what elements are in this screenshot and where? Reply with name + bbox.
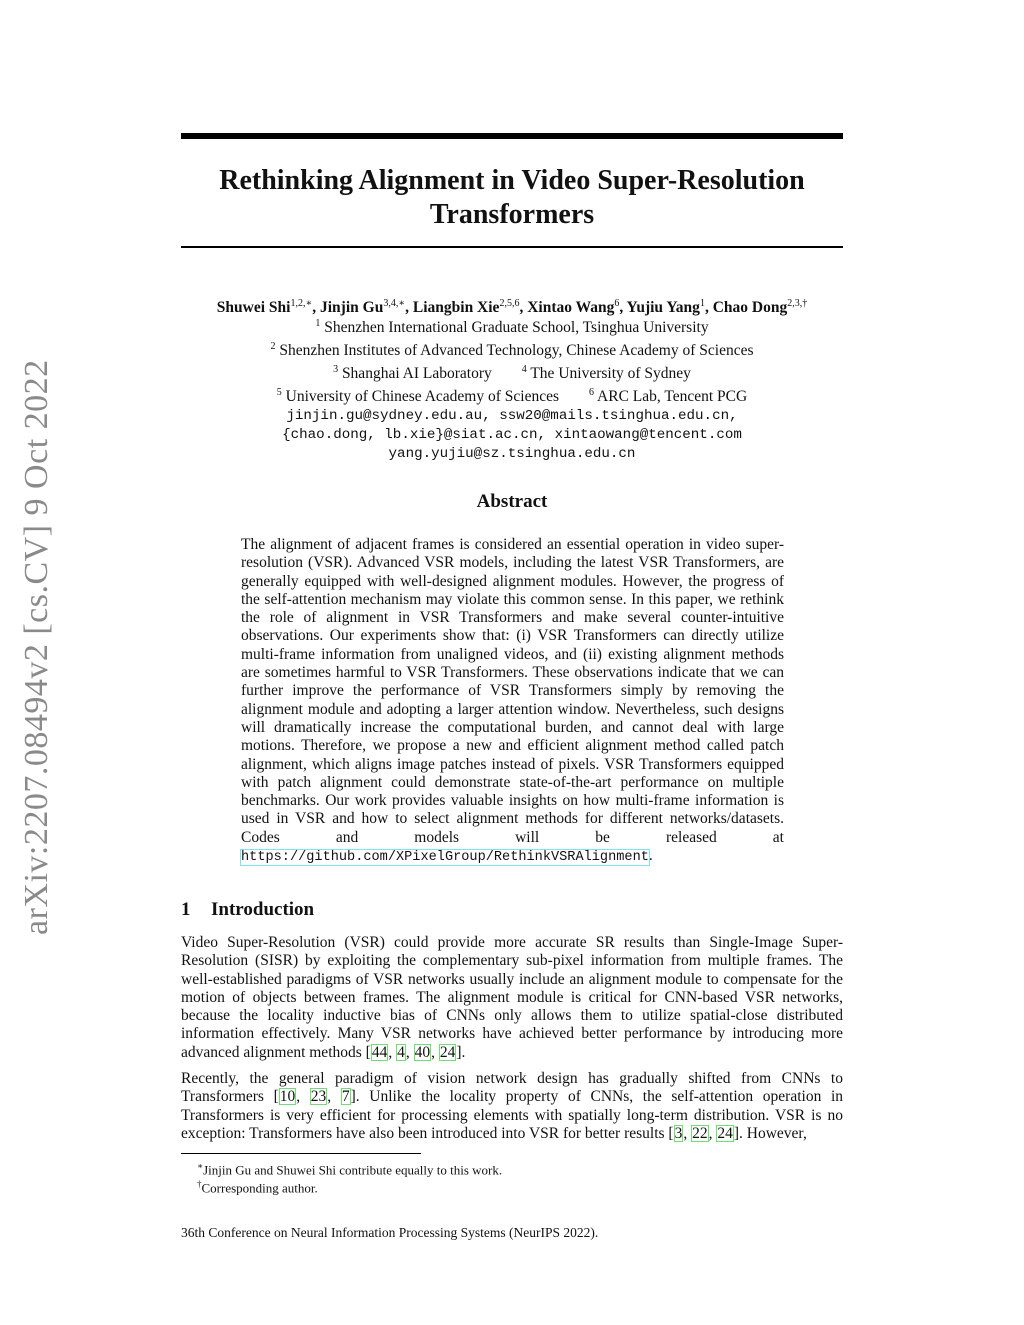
author-affil-mark: 2,3,† bbox=[787, 298, 808, 309]
footnote-text: Jinjin Gu and Shuwei Shi contribute equally to this work. bbox=[203, 1162, 503, 1178]
citation-link[interactable]: 10 bbox=[279, 1088, 296, 1106]
author-separator: , bbox=[519, 299, 528, 317]
author-affil-mark: 3,4,∗ bbox=[383, 298, 406, 309]
abstract-text: The alignment of adjacent frames is considered an essential operation in video super-resolution (VSR). Advanced VSR models, including the latest VSR Transformers, are generally equipped with well-designed alignment modules. However, the progress of the self-attention mechanism may violate this common sense. In this paper, we rethink the role of alignment in VSR Transformers and make several counter-intuitive observations. Our experiments show that: (i) VSR Transformers can directly utilize multi-frame information from unaligned videos, and (ii) existing alignment methods are sometimes harmful to VSR Transformers. These observations indicate that we can further improve the performance of VSR Transformers simply by removing the alignment module and adopting a larger attention window. Nevertheless, such designs will dramatically increase the computational burden, and cannot deal with large motions. Therefore, we propose a new and efficient alignment method called patch alignment, which aligns image patches instead of pixels. VSR Transformers equipped with patch alignment could demonstrate state-of-the-art performance on multiple benchmarks. Our work provides valuable insights on how multi-frame information is used in VSR and how to select alignment methods for different networks/datasets. Codes and models will be released at bbox=[241, 536, 784, 846]
affiliation-mark: 1 bbox=[315, 318, 321, 329]
email-line[interactable]: yang.yujiu@sz.tsinghua.edu.cn bbox=[388, 445, 636, 462]
abstract-body bbox=[241, 536, 784, 867]
citation-link[interactable]: 40 bbox=[414, 1043, 431, 1061]
affiliation-mark: 2 bbox=[270, 341, 276, 353]
citation-link[interactable]: 24 bbox=[717, 1124, 733, 1142]
affiliation-line bbox=[181, 314, 843, 337]
paragraph-text: ]. Unlike the locality property of CNNs, the self-attention operation in Transformers is very efficient for processing elements with spatially long-term distribution. VSR is no exception: Transformers have also been introduced into VSR for better results [ bbox=[181, 1088, 844, 1142]
author-name: Yujiu Yang bbox=[626, 299, 700, 317]
citation-link[interactable]: 22 bbox=[692, 1124, 708, 1142]
affiliation-text: University of Chinese Academy of Sciences bbox=[285, 388, 559, 406]
intro-paragraph-1: Video Super-Resolution (VSR) could provide more accurate SR results than Single-Image Super-Resolution (SISR) by exploiting the complementary sub-pixel information from multiple frames. The well-established paradigms of VSR networks usually include an alignment module to compensate for the motion of objects between frames. The alignment module is critical for CNN-based VSR networks, because the locality inductive bias of CNNs only allows them to utilize spatial-close distributed information effectively. Many VSR networks have achieved better performance by introducing more advanced alignment methods [44, 4, 40, 24]. bbox=[181, 934, 843, 1061]
author-name: Liangbin Xie bbox=[412, 299, 500, 317]
author-affil-mark: 6 bbox=[614, 298, 620, 309]
abstract-period: . bbox=[648, 847, 653, 865]
citation-link[interactable]: 3 bbox=[674, 1124, 683, 1142]
author-separator: , bbox=[312, 299, 320, 317]
author-separator: , bbox=[619, 299, 627, 317]
title-top-rule bbox=[181, 133, 843, 139]
affiliation-mark: 3 bbox=[333, 364, 339, 376]
email-line[interactable]: {chao.dong, lb.xie}@siat.ac.cn, xintaowang@tencent.com bbox=[282, 426, 742, 443]
affiliation-text: Shenzhen Institutes of Advanced Technology, Chinese Academy of Sciences bbox=[279, 342, 754, 360]
email-line[interactable]: jinjin.gu@sydney.edu.au, ssw20@mails.tsinghua.edu.cn, bbox=[286, 407, 738, 424]
paragraph-text: Video Super-Resolution (VSR) could provide more accurate SR results than Single-Image Super-Resolution (SISR) by exploiting the complementary sub-pixel information from multiple frames. The well-established paradigms of VSR networks usually include an alignment module to compensate for the motion of objects between frames. The alignment module is critical for CNN-based VSR networks, because the locality inductive bias of CNNs only allows them to utilize spatial-close distributed information effectively. Many VSR networks have achieved better performance by introducing more advanced alignment methods [ bbox=[181, 934, 843, 1061]
intro-paragraph-2: Recently, the general paradigm of vision network design has gradually shifted from CNNs to Transformers [10, 23, 7]. Unlike the locality property of CNNs, the self-attention operation in Transformers is very efficient for processing elements with spatially long-term distribution. VSR is no exception: Transformers have also been introduced into VSR for better results [3, 22, 24]. However, bbox=[181, 1070, 844, 1142]
author-affil-mark: 2,5,6 bbox=[499, 298, 520, 309]
footnote-text: Corresponding author. bbox=[201, 1180, 318, 1196]
author-separator: , bbox=[405, 299, 413, 317]
arxiv-identifier[interactable]: arXiv:2207.08494v2 [cs.CV] 9 Oct 2022 bbox=[18, 359, 55, 935]
paragraph-text: Recently, the general paradigm of vision network design has gradually shifted from CNNs to Transformers [ bbox=[181, 1070, 843, 1106]
footnote-rule bbox=[181, 1153, 421, 1154]
section-title: Introduction bbox=[211, 899, 315, 920]
title-bottom-rule bbox=[181, 246, 843, 248]
affiliation-line bbox=[181, 383, 843, 406]
affiliation-text: Shenzhen International Graduate School, Tsinghua University bbox=[324, 319, 709, 337]
section-heading-introduction bbox=[181, 899, 843, 921]
footnote-mark: ∗ bbox=[197, 1161, 204, 1171]
code-repository-link[interactable]: https://github.com/XPixelGroup/RethinkVSRAlignment bbox=[241, 850, 649, 866]
section-number: 1 bbox=[181, 899, 191, 920]
affiliation-line bbox=[181, 337, 843, 360]
paragraph-text: ]. bbox=[456, 1043, 466, 1061]
footnote-corresponding-author bbox=[197, 1176, 318, 1196]
affiliation-text: The University of Sydney bbox=[530, 365, 691, 383]
citation-link[interactable]: 44 bbox=[371, 1043, 388, 1061]
author-name: Xintao Wang bbox=[527, 299, 615, 317]
abstract-heading: Abstract bbox=[476, 491, 548, 512]
author-name: Chao Dong bbox=[712, 299, 788, 317]
affiliation-mark: 4 bbox=[521, 364, 527, 376]
citation-link[interactable]: 4 bbox=[397, 1043, 405, 1061]
author-separator: , bbox=[704, 299, 713, 317]
affiliation-line bbox=[181, 360, 843, 383]
conference-note: 36th Conference on Neural Information Processing Systems (NeurIPS 2022). bbox=[181, 1225, 599, 1240]
affiliation-text: ARC Lab, Tencent PCG bbox=[597, 388, 748, 406]
affiliation-text: Shanghai AI Laboratory bbox=[341, 365, 492, 383]
author-name: Shuwei Shi bbox=[216, 299, 291, 317]
paragraph-text: ]. However, bbox=[733, 1124, 807, 1142]
affiliation-mark: 5 bbox=[276, 387, 282, 399]
citation-link[interactable]: 24 bbox=[439, 1043, 456, 1061]
affiliation-mark: 6 bbox=[589, 387, 594, 399]
affiliations bbox=[181, 314, 843, 464]
author-affil-mark: 1 bbox=[699, 298, 705, 309]
author-affil-mark: 1,2,∗ bbox=[290, 298, 313, 309]
title-line-2: Transformers bbox=[429, 199, 595, 230]
paper-title bbox=[181, 164, 843, 232]
author-name: Jinjin Gu bbox=[320, 299, 384, 317]
citation-link[interactable]: 7 bbox=[341, 1088, 350, 1106]
title-line-1: Rethinking Alignment in Video Super-Resolution bbox=[219, 165, 805, 196]
footnote-mark: † bbox=[197, 1179, 202, 1189]
citation-link[interactable]: 23 bbox=[310, 1088, 327, 1106]
